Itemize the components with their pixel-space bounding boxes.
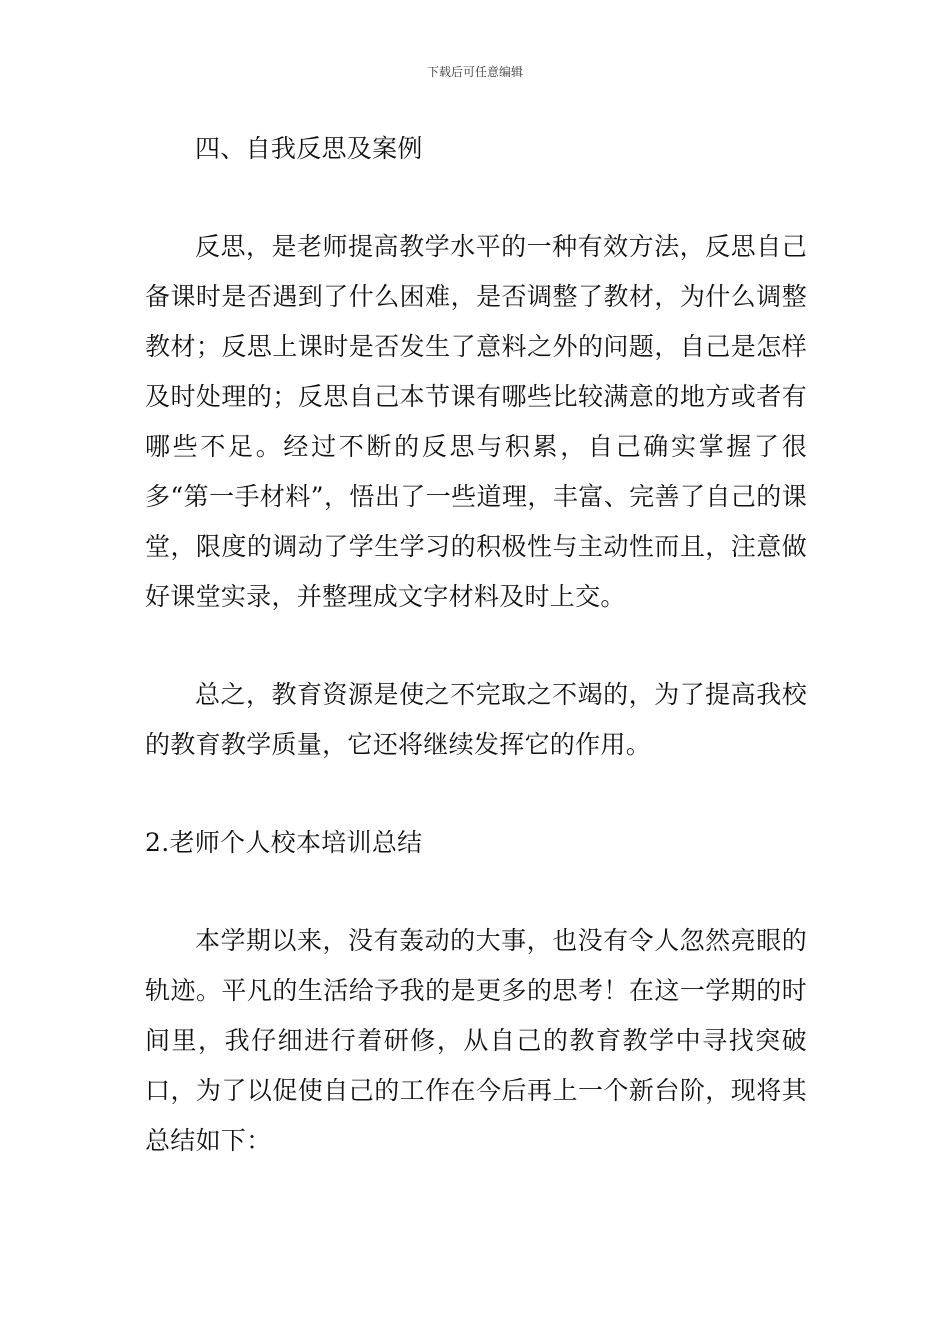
paragraph-reflection: 反思，是老师提高教学水平的一种有效方法，反思自己备课时是否遇到了什么困难，是否调整了教材，为什么调整教材；反思上课时是否发生了意料之外的问题，自己是怎样及时处理的；反思自己本节课有哪些比较满意的地方或者有哪些不足。经过不断的反思与积累，自己确实掌握了很多“第一手材料”，悟出了一些道理，丰富、完善了自己的课堂，限度的调动了学生学习的积极性与主动性而且，注意做好课堂实录，并整理成文字材料及时上交。 bbox=[145, 232, 807, 611]
paragraph-gap bbox=[145, 868, 807, 916]
section-heading: 四、自我反思及案例 bbox=[195, 134, 423, 163]
paragraph-gap bbox=[145, 622, 807, 670]
paragraph-summary: 总之，教育资源是使之不完取之不竭的，为了提高我校的教育教学质量，它还将继续发挥它的作用。 bbox=[145, 680, 807, 759]
paragraph-gap bbox=[145, 770, 807, 818]
paragraph-gap bbox=[145, 174, 807, 222]
document-body bbox=[145, 124, 807, 1166]
page-header: 下载后可任意编辑 bbox=[426, 65, 523, 79]
paragraph-intro: 本学期以来，没有轰动的大事，也没有令人忽然亮眼的轨迹。平凡的生活给予我的是更多的思考！在这一学期的时间里，我仔细进行着研修，从自己的教育教学中寻找突破口，为了以促使自己的工作在今后再上一个新台阶，现将其总结如下： bbox=[145, 926, 807, 1155]
document-subtitle: 2.老师个人校本培训总结 bbox=[145, 828, 423, 857]
